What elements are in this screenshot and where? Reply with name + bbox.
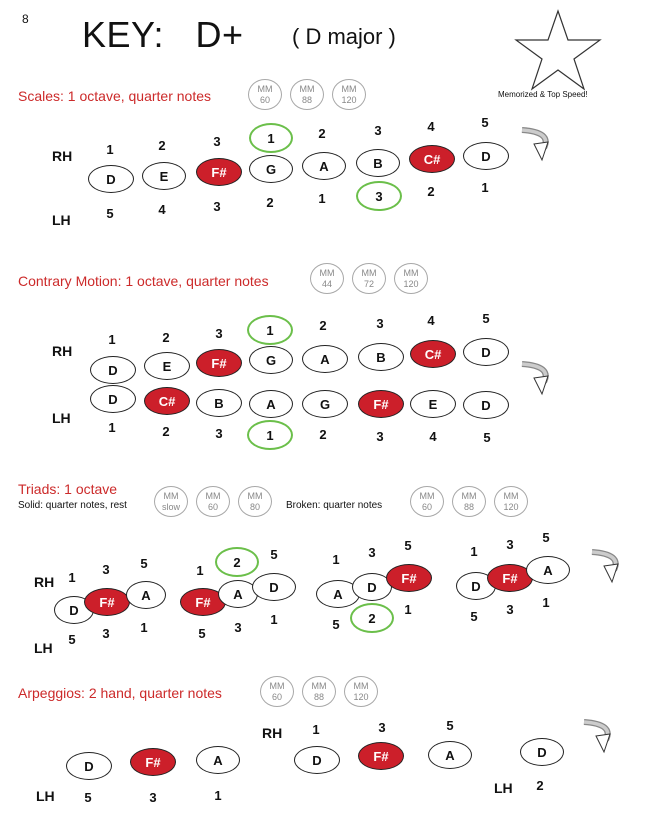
rh-finger: 5 — [404, 538, 412, 553]
tempo-badge: MM 60 — [260, 676, 294, 707]
rh-finger: 2 — [158, 138, 166, 153]
rh-finger: 5 — [481, 115, 489, 130]
note: A — [302, 152, 346, 180]
note: D — [520, 738, 564, 766]
note-ring: 2 — [215, 547, 259, 577]
lh-finger: 1 — [481, 180, 489, 195]
note: G — [302, 390, 348, 418]
lh-finger: 5 — [470, 609, 478, 624]
tempo-badge: MM 60 — [410, 486, 444, 517]
lh-finger: 2 — [319, 427, 327, 442]
rh-finger: 1 — [332, 552, 340, 567]
tempo-badge: MM 88 — [290, 79, 324, 110]
note: A — [526, 556, 570, 584]
rh-finger: 1 — [470, 544, 478, 559]
tempo-badge: MM 120 — [494, 486, 528, 517]
contrary-heading: Contrary Motion: 1 octave, quarter notes — [18, 273, 269, 289]
lh-finger: 3 — [149, 790, 157, 805]
rh-finger: 2 — [162, 330, 170, 345]
note: A — [428, 741, 472, 769]
star-icon — [512, 8, 604, 92]
note: D — [352, 573, 392, 601]
lh-finger: 1 — [108, 420, 116, 435]
lh-finger: 3 — [506, 602, 514, 617]
lh-finger: 3 — [234, 620, 242, 635]
lh-finger: 5 — [68, 632, 76, 647]
broken-label: Broken: quarter notes — [286, 500, 383, 511]
note: D — [54, 596, 94, 624]
note-sharp: F# — [130, 748, 176, 776]
rh-finger: 3 — [368, 545, 376, 560]
lh-finger: 3 — [213, 199, 221, 214]
note-sharp: C# — [410, 340, 456, 368]
note-sharp: C# — [409, 145, 455, 173]
rh-finger: 1 — [68, 570, 76, 585]
lh-finger: 1 — [318, 191, 326, 206]
tempo-badge: MM 72 — [352, 263, 386, 294]
lh-finger: 1 — [214, 788, 222, 803]
tempo-badge: MM 120 — [344, 676, 378, 707]
note-sharp: F# — [487, 564, 533, 592]
note: G — [249, 155, 293, 183]
lh-finger: 4 — [429, 429, 437, 444]
rh-finger: 5 — [446, 718, 454, 733]
memorized-label: Memorized & Top Speed! — [498, 90, 588, 99]
rh-finger: 3 — [376, 316, 384, 331]
rh-finger: 3 — [213, 134, 221, 149]
note-sharp: F# — [386, 564, 432, 592]
lh-label: LH — [52, 410, 71, 426]
lh-finger: 3 — [376, 429, 384, 444]
page-title: KEY: D+ — [82, 14, 244, 55]
note: D — [252, 573, 296, 601]
tempo-badge: MM 88 — [452, 486, 486, 517]
rh-finger: 1 — [312, 722, 320, 737]
lh-finger: 2 — [266, 195, 274, 210]
note-ring: 1 — [247, 315, 293, 345]
tempo-badge: MM 60 — [196, 486, 230, 517]
note: D — [294, 746, 340, 774]
rh-finger: 4 — [427, 119, 435, 134]
lh-finger: 4 — [158, 202, 166, 217]
note-ring: 1 — [247, 420, 293, 450]
key-description: ( D major ) — [292, 24, 396, 49]
repeat-arrow-icon — [584, 548, 628, 588]
lh-finger: 1 — [542, 595, 550, 610]
rh-label: RH — [262, 725, 283, 741]
lh-finger: 5 — [84, 790, 92, 805]
note: E — [142, 162, 186, 190]
lh-finger: 3 — [102, 626, 110, 641]
note: D — [90, 385, 136, 413]
rh-finger: 5 — [270, 547, 278, 562]
lh-finger: 5 — [198, 626, 206, 641]
note-sharp: F# — [196, 349, 242, 377]
rh-finger: 5 — [542, 530, 550, 545]
note: D — [66, 752, 112, 780]
note: D — [88, 165, 134, 193]
rh-finger: 1 — [108, 332, 116, 347]
lh-finger: 2 — [162, 424, 170, 439]
rh-finger: 5 — [482, 311, 490, 326]
note-ring: 1 — [249, 123, 293, 153]
note: D — [90, 356, 136, 384]
lh-finger: 2 — [536, 778, 544, 793]
note: E — [410, 390, 456, 418]
tempo-badge: MM slow — [154, 486, 188, 517]
note: D — [463, 338, 509, 366]
rh-label: RH — [34, 574, 55, 590]
lh-label: LH — [494, 780, 513, 796]
lh-finger: 1 — [140, 620, 148, 635]
note: B — [196, 389, 242, 417]
lh-label: LH — [52, 212, 71, 228]
repeat-arrow-icon — [514, 126, 558, 166]
rh-finger: 3 — [374, 123, 382, 138]
lh-finger: 1 — [404, 602, 412, 617]
note: D — [463, 391, 509, 419]
rh-finger: 4 — [427, 313, 435, 328]
note: G — [249, 346, 293, 374]
rh-finger: 1 — [106, 142, 114, 157]
rh-finger: 3 — [506, 537, 514, 552]
lh-label: LH — [34, 640, 53, 656]
lh-label: LH — [36, 788, 55, 804]
tempo-badge: MM 80 — [238, 486, 272, 517]
solid-label: Solid: quarter notes, rest — [18, 500, 127, 511]
note-sharp: F# — [84, 588, 130, 616]
note-sharp: F# — [196, 158, 242, 186]
tempo-badge: MM 120 — [394, 263, 428, 294]
rh-finger: 1 — [196, 563, 204, 578]
note: A — [302, 345, 348, 373]
rh-finger: 5 — [140, 556, 148, 571]
rh-finger: 3 — [215, 326, 223, 341]
note-sharp: C# — [144, 387, 190, 415]
scales-heading: Scales: 1 octave, quarter notes — [18, 88, 211, 104]
note: A — [218, 580, 258, 608]
repeat-arrow-icon — [576, 718, 620, 758]
tempo-badge: MM 120 — [332, 79, 366, 110]
triads-heading: Triads: 1 octave — [18, 481, 118, 497]
note-sharp: F# — [358, 742, 404, 770]
rh-finger: 3 — [102, 562, 110, 577]
note-ring: 2 — [350, 603, 394, 633]
note: A — [196, 746, 240, 774]
tempo-badge: MM 60 — [248, 79, 282, 110]
note: E — [144, 352, 190, 380]
lh-finger: 5 — [106, 206, 114, 221]
note-ring: 3 — [356, 181, 402, 211]
note: B — [358, 343, 404, 371]
lh-finger: 3 — [215, 426, 223, 441]
rh-label: RH — [52, 343, 73, 359]
page-number: 8 — [22, 12, 29, 26]
note-sharp: F# — [180, 588, 226, 616]
lh-finger: 5 — [483, 430, 491, 445]
lh-finger: 1 — [270, 612, 278, 627]
repeat-arrow-icon — [514, 360, 558, 400]
note: A — [249, 390, 293, 418]
lh-finger: 5 — [332, 617, 340, 632]
tempo-badge: MM 44 — [310, 263, 344, 294]
rh-finger: 3 — [378, 720, 386, 735]
lh-finger: 2 — [427, 184, 435, 199]
note: B — [356, 149, 400, 177]
note: A — [316, 580, 360, 608]
note-sharp: F# — [358, 390, 404, 418]
note: A — [126, 581, 166, 609]
rh-finger: 2 — [319, 318, 327, 333]
note: D — [463, 142, 509, 170]
tempo-badge: MM 88 — [302, 676, 336, 707]
rh-finger: 2 — [318, 126, 326, 141]
arpeggios-heading: Arpeggios: 2 hand, quarter notes — [18, 685, 222, 701]
note: D — [456, 572, 496, 600]
rh-label: RH — [52, 148, 73, 164]
